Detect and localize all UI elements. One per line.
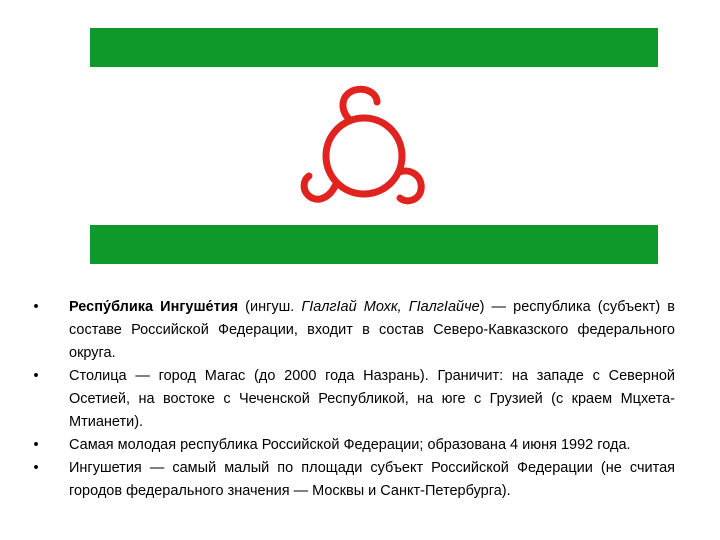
list-item-text: Самая молодая республика Российской Федерации; образована 4 июня 1992 года. — [69, 437, 631, 453]
list-item-text: Столица — город Магас (до 2000 года Назрань). Граничит: на западе с Северной Осетией, на востоке с Чеченской Республикой, на юге с Грузией (с краем Мцхета-Мтианети). — [69, 368, 675, 430]
list-item — [27, 434, 675, 457]
flag-bottom-green-stripe — [90, 225, 658, 264]
bullet-marker: • — [33, 437, 39, 453]
flag-top-green-stripe — [90, 28, 658, 67]
list-item-text: Ингушетия — самый малый по площади субъект Российской Федерации (не считая городов федерального значения — Москвы и Санкт-Петербурга). — [69, 460, 675, 499]
ingush-name: ГIалгIай Мохк, ГIалгIайче — [301, 299, 480, 315]
solar-sign-icon — [299, 80, 435, 212]
bullet-list — [27, 296, 675, 503]
ingushetia-flag — [90, 28, 658, 264]
republic-name: Респу́блика Ингуше́тия — [69, 299, 239, 315]
bullet-marker: • — [33, 299, 39, 315]
list-item-text: ) — республика (субъект) в составе Российской Федерации, входит в состав Северо-Кавказского федерального округа. — [69, 299, 675, 361]
list-item — [27, 296, 675, 365]
list-item — [27, 365, 675, 434]
list-item-text: (ингуш. — [238, 299, 302, 315]
bullet-marker: • — [33, 368, 39, 384]
bullet-marker: • — [33, 460, 39, 476]
list-item — [27, 457, 675, 503]
